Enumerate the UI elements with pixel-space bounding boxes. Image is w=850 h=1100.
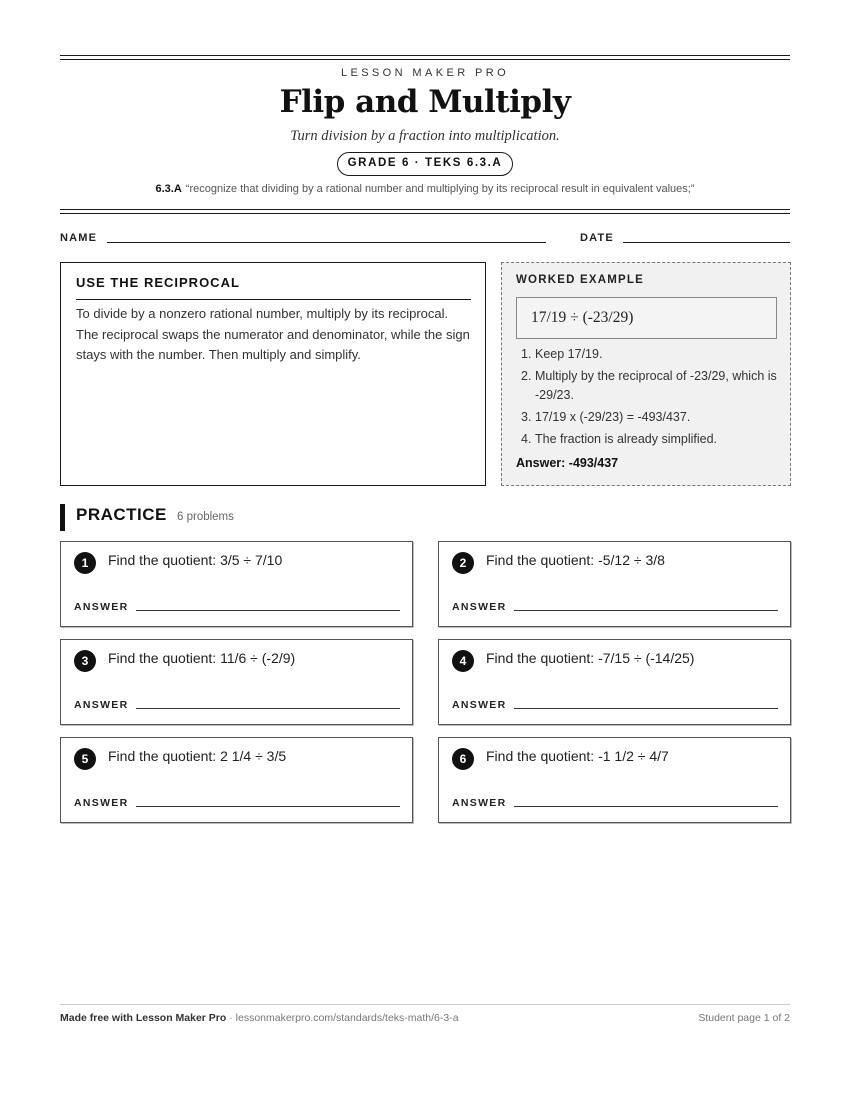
answer-line[interactable] <box>514 610 778 611</box>
worked-example-box <box>501 262 791 486</box>
practice-accent-bar <box>60 504 65 531</box>
answer-line[interactable] <box>136 708 400 709</box>
answer-line[interactable] <box>514 806 778 807</box>
step-item <box>516 430 778 449</box>
page-subtitle: Turn division by a fraction into multiplication. <box>290 128 560 144</box>
footer-made-with: Made free with Lesson Maker Pro <box>60 1012 227 1024</box>
concept-box <box>60 262 486 486</box>
worksheet-page <box>60 0 790 1100</box>
footer-divider <box>60 1004 790 1005</box>
answer-line[interactable] <box>136 806 400 807</box>
problem-card <box>438 541 791 627</box>
step-number: 2. <box>521 369 532 383</box>
footer-url: · lessonmakerpro.com/standards/teks-math/6-3-a <box>226 1012 459 1024</box>
footer-credit <box>60 1012 459 1024</box>
answer-label: ANSWER <box>74 601 129 613</box>
answer-label: ANSWER <box>452 797 507 809</box>
header-double-rule <box>60 209 790 214</box>
worked-example-expression: 17/19 ÷ (-23/29) <box>516 297 777 339</box>
problem-number-badge: 4 <box>452 650 474 672</box>
problem-question: Find the quotient: 11/6 ÷ (-2/9) <box>108 650 296 666</box>
name-field[interactable] <box>107 242 546 243</box>
problem-question: Find the quotient: 2 1/4 ÷ 3/5 <box>108 748 287 764</box>
name-label: NAME <box>60 232 98 244</box>
grade-badge: GRADE 6 · TEKS 6.3.A <box>337 152 513 176</box>
problem-card <box>60 737 413 823</box>
answer-label: ANSWER <box>452 699 507 711</box>
problem-number-badge: 1 <box>74 552 96 574</box>
problem-card <box>438 639 791 725</box>
practice-count: 6 problems <box>177 511 234 523</box>
date-label: DATE <box>580 232 614 244</box>
step-text: 17/19 x (-29/23) = -493/437. <box>535 409 691 424</box>
date-field[interactable] <box>623 242 790 243</box>
answer-line[interactable] <box>514 708 778 709</box>
step-number: 3. <box>521 409 532 424</box>
footer-page-number: Student page 1 of 2 <box>698 1012 790 1024</box>
concept-heading: USE THE RECIPROCAL <box>76 275 240 290</box>
problem-number-badge: 6 <box>452 748 474 770</box>
step-number: 1. <box>521 347 532 361</box>
problem-question: Find the quotient: -5/12 ÷ 3/8 <box>486 552 665 568</box>
problem-question: Find the quotient: -1 1/2 ÷ 4/7 <box>486 748 669 764</box>
practice-title: PRACTICE <box>76 505 167 524</box>
answer-line[interactable] <box>136 610 400 611</box>
answer-label: ANSWER <box>74 699 129 711</box>
concept-body: To divide by a nonzero rational number, multiply by its reciprocal. The reciprocal swaps the numerator and denominator, while the sign stays with the number. Then multiply and simplify. <box>76 306 470 362</box>
top-double-rule <box>60 55 790 60</box>
answer-label: ANSWER <box>74 797 129 809</box>
worked-example-answer: Answer: -493/437 <box>516 456 619 470</box>
problem-card <box>60 639 413 725</box>
problem-question: Find the quotient: 3/5 ÷ 7/10 <box>108 552 283 568</box>
step-item <box>516 345 778 364</box>
step-item <box>516 408 778 427</box>
step-item <box>516 367 778 404</box>
step-number: 4. <box>521 431 532 446</box>
problem-number-badge: 5 <box>74 748 96 770</box>
standard-statement <box>60 183 790 195</box>
worked-example-heading: WORKED EXAMPLE <box>516 274 644 286</box>
worked-example-steps <box>516 345 778 452</box>
problem-card <box>60 541 413 627</box>
problem-number-badge: 2 <box>452 552 474 574</box>
page-title: Flip and Multiply <box>279 84 571 120</box>
answer-label: ANSWER <box>452 601 507 613</box>
standard-code: 6.3.A <box>155 183 182 195</box>
brand-name: LESSON MAKER PRO <box>340 67 510 79</box>
standard-text: “recognize that dividing by a rational number and multiplying by its reciprocal result in equivalent values;” <box>185 183 695 195</box>
problem-number-badge: 3 <box>74 650 96 672</box>
step-text: Multiply by the reciprocal of -23/29, which is -29/23. <box>535 369 777 402</box>
step-text: Keep 17/19. <box>535 347 603 361</box>
concept-divider <box>76 299 471 300</box>
problem-question: Find the quotient: -7/15 ÷ (-14/25) <box>486 650 695 666</box>
step-text: The fraction is already simplified. <box>535 431 718 446</box>
problem-card <box>438 737 791 823</box>
